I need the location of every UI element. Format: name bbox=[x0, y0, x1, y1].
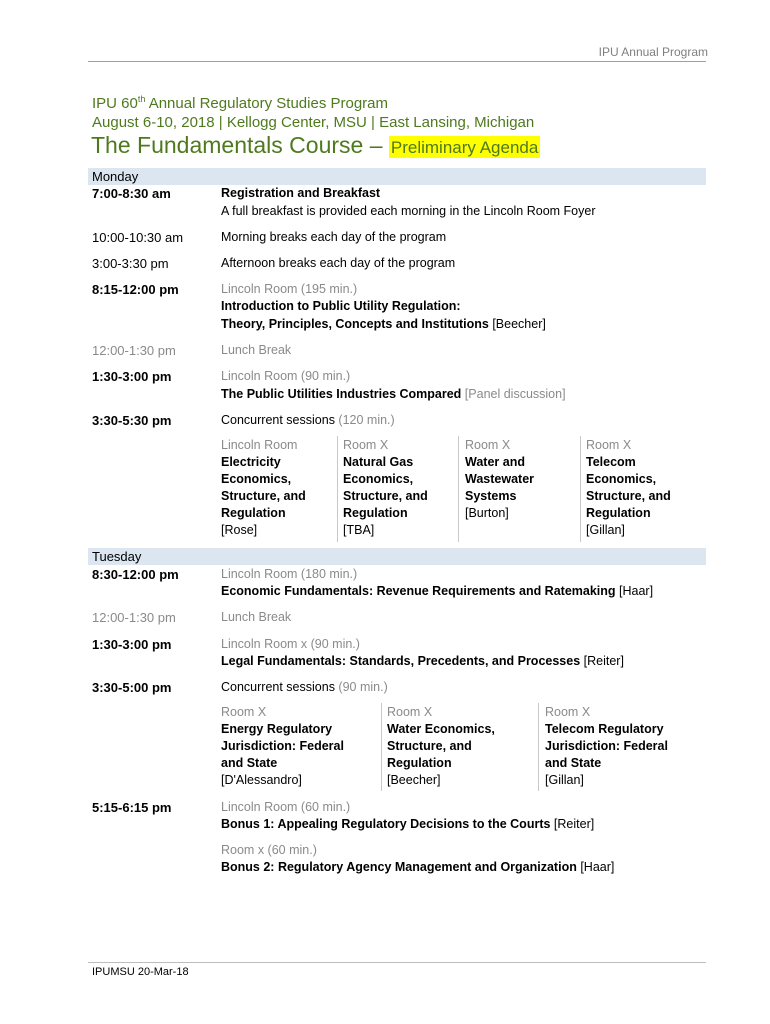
session-title-line: Jurisdiction: Federal bbox=[221, 739, 344, 753]
econ-room: Lincoln Room (180 min.) bbox=[221, 567, 358, 581]
industries-title: The Public Utilities Industries Compared [Panel discussion] bbox=[221, 387, 566, 401]
session-title-line: Regulation bbox=[586, 506, 651, 520]
footer-text: IPUMSU 20-Mar-18 bbox=[92, 966, 189, 978]
session-presenter: [Gillan] bbox=[545, 773, 584, 787]
session-title-line: Regulation bbox=[343, 506, 408, 520]
morning-break-desc: Morning breaks each day of the program bbox=[221, 230, 447, 244]
session-presenter: [Burton] bbox=[465, 506, 509, 520]
session-room: Room X bbox=[545, 705, 591, 719]
bonus2-room: Room x (60 min.) bbox=[221, 843, 317, 857]
lunch-monday-desc: Lunch Break bbox=[221, 343, 292, 357]
session-title-line: Economics, bbox=[343, 472, 414, 486]
intro-title-line2: Theory, Principles, Concepts and Institutions [Beecher] bbox=[221, 317, 546, 331]
bonus1-room: Lincoln Room (60 min.) bbox=[221, 800, 351, 814]
column-divider bbox=[538, 703, 539, 791]
session-room: Room X bbox=[387, 705, 433, 719]
footer-rule bbox=[88, 962, 706, 963]
header-rule bbox=[88, 61, 706, 62]
session-title-line: Economics, bbox=[586, 472, 657, 486]
column-divider bbox=[580, 436, 581, 542]
column-divider bbox=[381, 703, 382, 791]
session-room: Room X bbox=[465, 438, 511, 452]
afternoon-break-desc: Afternoon breaks each day of the program bbox=[221, 256, 456, 270]
time-afternoon-break: 3:00-3:30 pm bbox=[92, 256, 169, 271]
bonus2-title: Bonus 2: Regulatory Agency Management and Organization [Haar] bbox=[221, 860, 615, 874]
monday-bar bbox=[88, 168, 706, 185]
registration-desc: A full breakfast is provided each morning in the Lincoln Room Foyer bbox=[221, 204, 596, 218]
industries-room: Lincoln Room (90 min.) bbox=[221, 369, 351, 383]
column-divider bbox=[458, 436, 459, 542]
page-title: The Fundamentals Course – Preliminary Agenda bbox=[91, 132, 539, 158]
session-presenter: [Rose] bbox=[221, 523, 258, 537]
session-title-line: and State bbox=[545, 756, 602, 770]
time-lunch-tuesday: 12:00-1:30 pm bbox=[92, 610, 176, 625]
session-title-line: Structure, and bbox=[387, 739, 472, 753]
lunch-tuesday-desc: Lunch Break bbox=[221, 610, 292, 624]
session-presenter: [Gillan] bbox=[586, 523, 625, 537]
tuesday-bar bbox=[88, 548, 706, 565]
time-econ: 8:30-12:00 pm bbox=[92, 567, 179, 582]
session-title-line: Electricity bbox=[221, 455, 281, 469]
session-title-line: Structure, and bbox=[343, 489, 428, 503]
time-legal: 1:30-3:00 pm bbox=[92, 637, 172, 652]
session-room: Room X bbox=[221, 705, 267, 719]
session-presenter: [D'Alessandro] bbox=[221, 773, 302, 787]
session-title-line: Water and bbox=[465, 455, 525, 469]
session-title-line: Economics, bbox=[221, 472, 292, 486]
session-title-line: Systems bbox=[465, 489, 517, 503]
legal-title: Legal Fundamentals: Standards, Precedents, and Processes [Reiter] bbox=[221, 654, 624, 668]
legal-room: Lincoln Room x (90 min.) bbox=[221, 637, 360, 651]
session-title-line: Water Economics, bbox=[387, 722, 495, 736]
session-room: Lincoln Room bbox=[221, 438, 298, 452]
time-bonus: 5:15-6:15 pm bbox=[92, 800, 172, 815]
column-divider bbox=[337, 436, 338, 542]
session-title-line: Natural Gas bbox=[343, 455, 414, 469]
preliminary-agenda-highlight: Preliminary Agenda bbox=[390, 138, 539, 157]
time-industries: 1:30-3:00 pm bbox=[92, 369, 172, 384]
econ-title: Economic Fundamentals: Revenue Requirements and Ratemaking [Haar] bbox=[221, 584, 654, 598]
session-title-line: Telecom bbox=[586, 455, 636, 469]
session-title-line: Wastewater bbox=[465, 472, 535, 486]
session-title-line: Jurisdiction: Federal bbox=[545, 739, 668, 753]
bonus1-title: Bonus 1: Appealing Regulatory Decisions to the Courts [Reiter] bbox=[221, 817, 595, 831]
session-room: Room X bbox=[586, 438, 632, 452]
time-concurrent-monday: 3:30-5:30 pm bbox=[92, 413, 172, 428]
concurrent-tuesday-label: Concurrent sessions (90 min.) bbox=[221, 680, 388, 694]
session-title-line: Structure, and bbox=[221, 489, 306, 503]
session-presenter: [Beecher] bbox=[387, 773, 441, 787]
registration-title: Registration and Breakfast bbox=[221, 186, 381, 200]
session-title-line: Telecom Regulatory bbox=[545, 722, 664, 736]
program-title: IPU 60th Annual Regulatory Studies Program bbox=[92, 94, 389, 112]
session-room: Room X bbox=[343, 438, 389, 452]
day-label-monday: Monday bbox=[92, 169, 139, 184]
session-title-line: Regulation bbox=[221, 506, 286, 520]
running-header: IPU Annual Program bbox=[598, 45, 708, 59]
session-title-line: Structure, and bbox=[586, 489, 671, 503]
session-title-line: Energy Regulatory bbox=[221, 722, 333, 736]
concurrent-monday-label: Concurrent sessions (120 min.) bbox=[221, 413, 395, 427]
time-registration: 7:00-8:30 am bbox=[92, 186, 171, 201]
intro-room: Lincoln Room (195 min.) bbox=[221, 282, 358, 296]
session-presenter: [TBA] bbox=[343, 523, 375, 537]
time-lunch-monday: 12:00-1:30 pm bbox=[92, 343, 176, 358]
time-morning-break: 10:00-10:30 am bbox=[92, 230, 184, 245]
intro-title-line1: Introduction to Public Utility Regulation: bbox=[221, 299, 461, 313]
day-label-tuesday: Tuesday bbox=[92, 549, 142, 564]
time-concurrent-tuesday: 3:30-5:00 pm bbox=[92, 680, 172, 695]
session-title-line: and State bbox=[221, 756, 278, 770]
time-intro: 8:15-12:00 pm bbox=[92, 282, 179, 297]
session-title-line: Regulation bbox=[387, 756, 452, 770]
program-dates-location: August 6-10, 2018 | Kellogg Center, MSU | East Lansing, Michigan bbox=[92, 114, 535, 131]
